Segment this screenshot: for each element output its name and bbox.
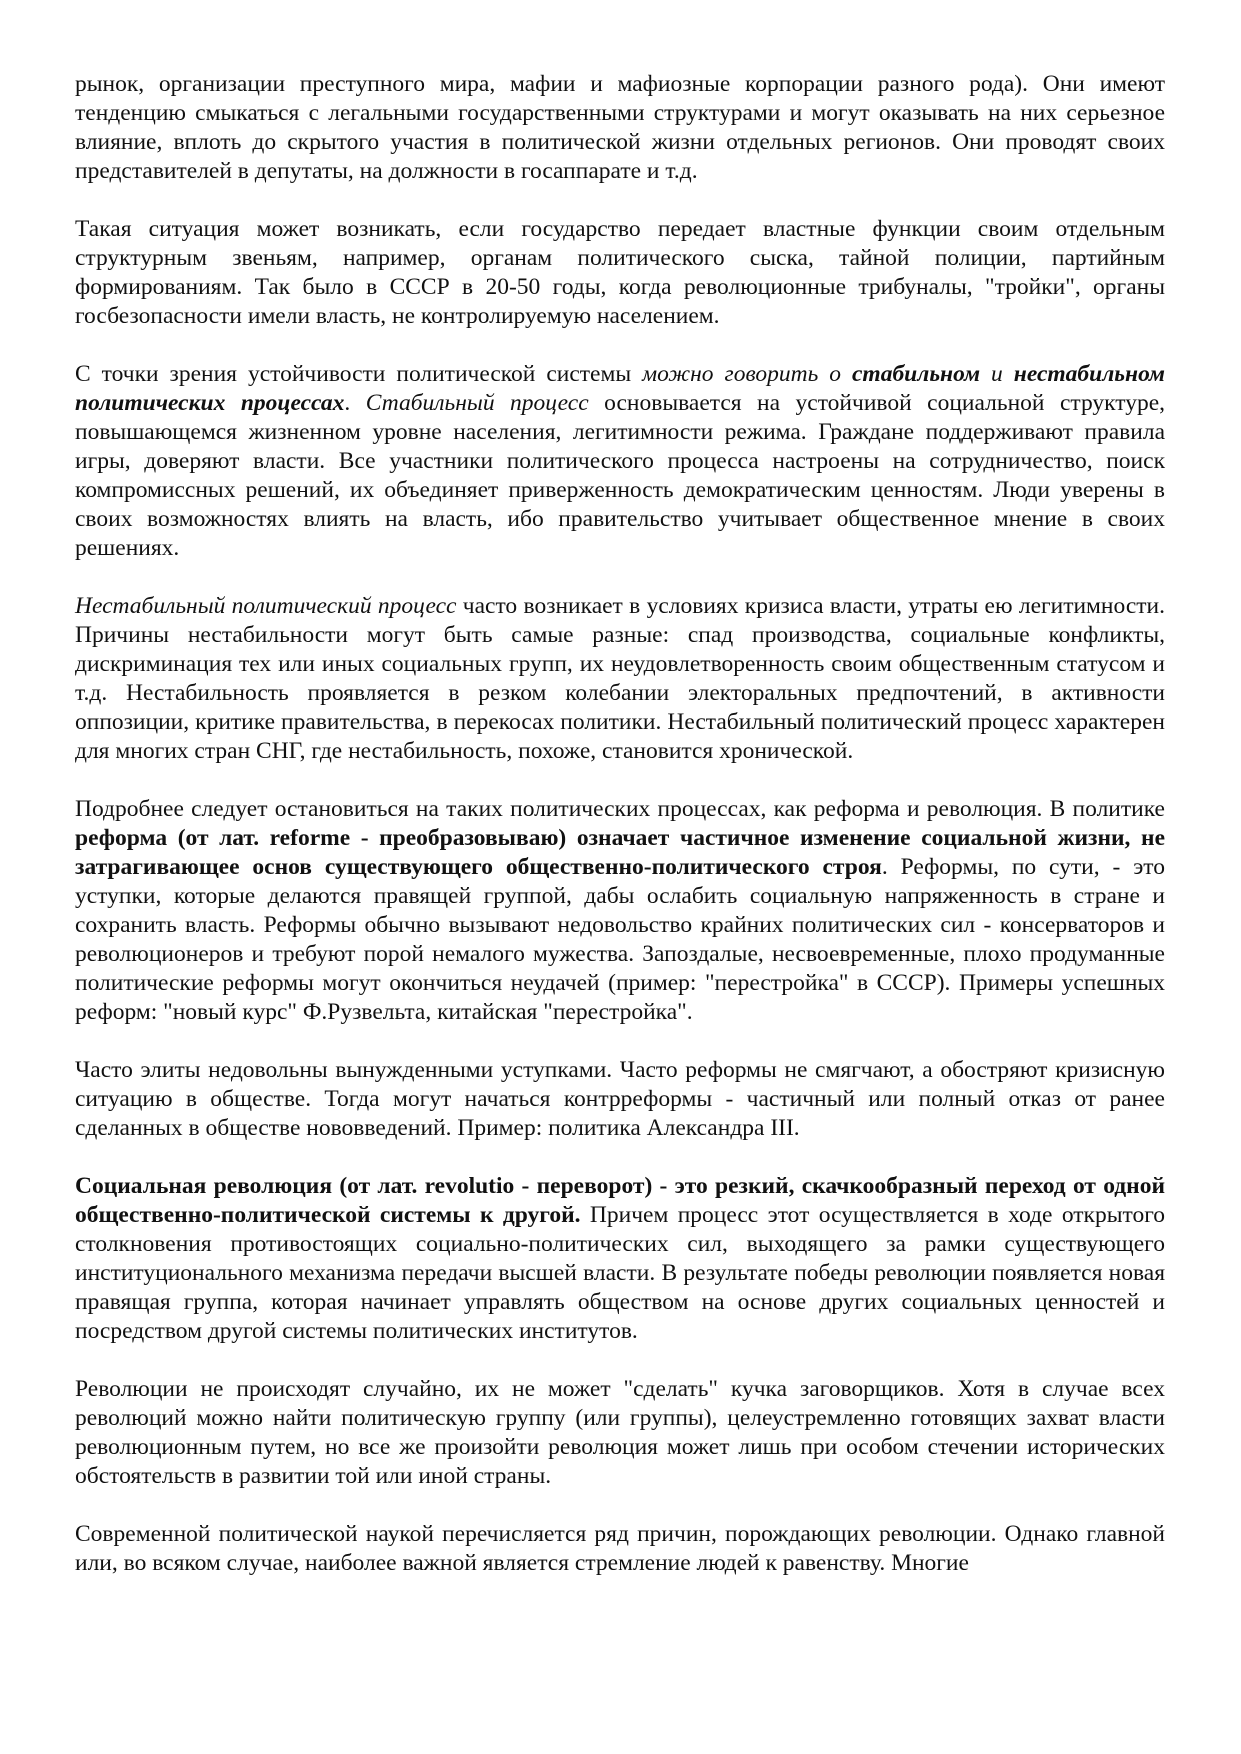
bold-definition: Социальная революция (от лат. revolutio - переворот) - это резкий, скачкообразный переход от одной общественно-политической системы к другой. bbox=[75, 1173, 1165, 1228]
paragraph-9 bbox=[75, 1520, 1165, 1578]
paragraph-3 bbox=[75, 360, 1165, 563]
text-segment: Революции не происходят случайно, их не может "сделать" кучка заговорщиков. Хотя в случае всех революций можно найти политическую группу (или группы), целеустремленно готовящих захват власти революционным путем, но все же произойти революция может лишь при особом стечении исторических обстоятельств в развитии той или иной страны. bbox=[75, 1376, 1165, 1489]
text-segment: часто возникает в условиях кризиса власти, утраты ею легитимности. Причины нестабильности могут быть самые разные: спад производства, социальные конфликты, дискриминация тех или иных социальных групп, их неудовлетворенность своим общественным статусом и т.д. Нестабильность проявляется в резком колебании электоральных предпочтений, в активности оппозиции, критике правительства, в перекосах политики. Нестабильный политический процесс характерен для многих стран СНГ, где нестабильность, похоже, становится хронической. bbox=[75, 593, 1165, 764]
text-segment: . bbox=[344, 390, 366, 416]
text-segment: Подробнее следует остановиться на таких политических процессах, как реформа и революция. В политике bbox=[75, 796, 1165, 822]
text-segment: основывается на устойчивой социальной структуре, повышающемся жизненном уровне населения, легитимности режима. Граждане поддерживают правила игры, доверяют власти. Все участники политического процесса настроены на сотрудничество, поиск компромиссных решений, их объединяет приверженность демократическим ценностям. Люди уверены в своих возможностях влиять на власть, ибо правительство учитывает общественное мнение в своих решениях. bbox=[75, 390, 1166, 561]
italic-text: и bbox=[980, 361, 1014, 387]
text-segment: Часто элиты недовольны вынужденными уступками. Часто реформы не смягчают, а обостряют кризисную ситуацию в обществе. Тогда могут начаться контрреформы - частичный или полный отказ от ранее сделанных в обществе нововведений. Пример: политика Александра III. bbox=[75, 1057, 1165, 1141]
bold-italic-term: стабильном bbox=[852, 361, 981, 387]
document-page bbox=[75, 70, 1165, 1578]
paragraph-7 bbox=[75, 1172, 1165, 1346]
italic-text: можно говорить о bbox=[642, 361, 852, 387]
text-segment: . Реформы, по сути, - это уступки, которые делаются правящей группой, дабы ослабить социальную напряженность в стране и сохранить власть. Реформы обычно вызывают недовольство крайних политических сил - консерваторов и революционеров и требуют порой немалого мужества. Запоздалые, несвоевременные, плохо продуманные политические реформы могут окончиться неудачей (пример: "перестройка" в СССР). Примеры успешных реформ: "новый курс" Ф.Рузвельта, китайская "перестройка". bbox=[75, 854, 1165, 1025]
text-segment: Современной политической наукой перечисляется ряд причин, порождающих революции. Однако главной или, во всяком случае, наиболее важной является стремление людей к равенству. Многие bbox=[75, 1521, 1165, 1576]
text-segment: Причем процесс этот осуществляется в ходе открытого столкновения противостоящих социально-политических сил, выходящего за рамки существующего институционального механизма передачи высшей власти. В результате победы революции появляется новая правящая группа, которая начинает управлять обществом на основе других социальных ценностей и посредством другой системы политических институтов. bbox=[75, 1202, 1165, 1344]
italic-term: Нестабильный политический процесс bbox=[75, 593, 457, 619]
text-segment: Такая ситуация может возникать, если государство передает властные функции своим отдельным структурным звеньям, например, органам политического сыска, тайной полиции, партийным формированиям. Так было в СССР в 20-50 годы, когда революционные трибуналы, "тройки", органы госбезопасности имели власть, не контролируемую населением. bbox=[75, 216, 1165, 329]
paragraph-6 bbox=[75, 1056, 1165, 1143]
paragraph-4 bbox=[75, 592, 1165, 766]
text-segment: С точки зрения устойчивости политической системы bbox=[75, 361, 643, 387]
paragraph-8 bbox=[75, 1375, 1165, 1491]
paragraph-5 bbox=[75, 795, 1165, 1027]
italic-term: Стабильный процесс bbox=[365, 390, 589, 416]
text-segment: рынок, организации преступного мира, мафии и мафиозные корпорации разного рода). Они имеют тенденцию смыкаться с легальными государственными структурами и могут оказывать на них серьезное влияние, вплоть до скрытого участия в политической жизни отдельных регионов. Они проводят своих представителей в депутаты, на должности в госаппарате и т.д. bbox=[75, 71, 1165, 184]
bold-italic-term: нестабильном политических процессах bbox=[75, 361, 1166, 416]
paragraph-2 bbox=[75, 215, 1165, 331]
bold-definition: реформа (от лат. reforme - преобразовываю) означает частичное изменение социальной жизни, не затрагивающее основ существующего общественно-политического строя bbox=[75, 825, 1165, 880]
paragraph-1 bbox=[75, 70, 1165, 186]
